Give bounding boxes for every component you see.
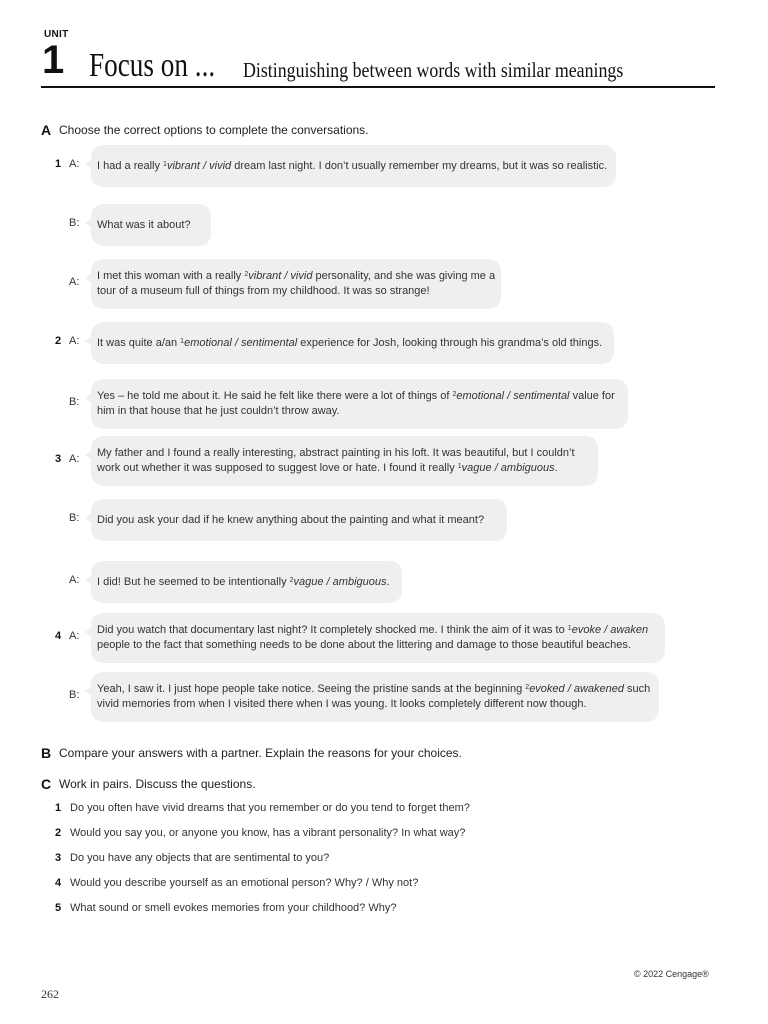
section-b-letter: B <box>41 745 52 761</box>
dialogue-text: vivid memories from when I visited there when I was young. It looks completely different now though. <box>97 698 587 710</box>
section-c-instruction: Work in pairs. Discuss the questions. <box>59 777 256 791</box>
gap-number: 1 <box>163 160 167 168</box>
speech-bubble <box>91 145 616 187</box>
conversation-number: 3 <box>55 453 62 465</box>
dialogue-line <box>97 389 618 404</box>
dialogue-text: dream last night. I don’t usually remember my dreams, but it was so realistic. <box>231 159 608 172</box>
speaker-label: A: <box>69 276 80 288</box>
gap-number: 2 <box>452 391 457 398</box>
word-choice-options: evoke / awaken <box>571 624 649 636</box>
speech-bubble <box>91 561 402 603</box>
dialogue-text: tour of a museum full of things from my childhood. It was so strange! <box>97 285 430 297</box>
gap-number: 1 <box>180 337 185 345</box>
dialogue-text: Did you watch that documentary last night? It completely shocked me. I think the aim of it was to <box>97 624 568 636</box>
speech-bubble <box>91 204 211 246</box>
section-b-instruction: Compare your answers with a partner. Explain the reasons for your choices. <box>59 746 462 760</box>
word-choice-options: emotional / sentimental <box>456 390 570 402</box>
dialogue-text: such <box>623 683 651 695</box>
dialogue-text: personality, and she was giving me a <box>312 270 496 282</box>
page-number: 262 <box>41 987 59 1001</box>
dialogue-text: . <box>386 575 390 588</box>
section-a-letter: A <box>41 122 52 138</box>
gap-number: 2 <box>244 271 249 278</box>
dialogue-text: It was quite a/an <box>97 336 181 349</box>
speaker-label: B: <box>69 512 80 524</box>
speaker-label: B: <box>69 396 80 408</box>
gap-number: 2 <box>289 576 294 584</box>
speech-bubble <box>91 499 507 541</box>
question-text: Do you have any objects that are sentimental to you? <box>70 852 330 864</box>
question-number: 2 <box>55 827 62 839</box>
dialogue-line <box>97 682 649 697</box>
question-number: 1 <box>55 802 62 814</box>
speaker-label: A: <box>69 453 80 465</box>
speaker-label: B: <box>69 217 80 229</box>
conversation-number: 4 <box>55 630 62 642</box>
speech-bubble <box>91 672 659 722</box>
dialogue-text: work out whether it was supposed to suggest love or hate. I found it really <box>97 462 458 474</box>
word-choice-options: vague / ambiguous <box>293 575 387 588</box>
speaker-label: A: <box>69 630 80 642</box>
dialogue-line <box>97 461 588 476</box>
gap-number: 2 <box>525 684 530 691</box>
page-title: Focus on ... <box>89 47 216 84</box>
speech-bubble <box>91 322 614 364</box>
speaker-label: A: <box>69 158 80 170</box>
speech-bubble <box>91 436 598 486</box>
speech-bubble <box>91 613 665 663</box>
dialogue-line <box>97 159 606 174</box>
dialogue-line <box>97 638 655 653</box>
title-divider <box>41 86 715 88</box>
dialogue-text: I had a really <box>97 159 164 172</box>
question-number: 5 <box>55 902 62 914</box>
dialogue-text: value for <box>569 390 615 402</box>
dialogue-line <box>97 218 201 233</box>
question-number: 3 <box>55 852 62 864</box>
dialogue-text: Did you ask your dad if he knew anything about the painting and what it meant? <box>97 513 485 526</box>
question-number: 4 <box>55 877 62 889</box>
word-choice-options: emotional / sentimental <box>184 336 298 349</box>
dialogue-line <box>97 623 655 638</box>
conversation-number: 2 <box>55 335 62 347</box>
speaker-label: A: <box>69 574 80 586</box>
question-text: Would you say you, or anyone you know, has a vibrant personality? In what way? <box>70 827 466 839</box>
word-choice-options: vibrant / vivid <box>166 159 232 172</box>
conversation-number: 1 <box>55 158 62 170</box>
copyright-notice: © 2022 Cengage® <box>634 969 709 979</box>
dialogue-text: I met this woman with a really <box>97 270 245 282</box>
dialogue-line <box>97 404 618 419</box>
speech-bubble <box>91 379 628 429</box>
dialogue-text: I did! But he seemed to be intentionally <box>97 575 290 588</box>
word-choice-options: evoked / awakened <box>529 683 624 695</box>
dialogue-line <box>97 575 392 590</box>
gap-number: 1 <box>567 625 572 632</box>
dialogue-text: What was it about? <box>97 218 191 231</box>
unit-label: UNIT <box>44 29 69 40</box>
dialogue-text: Yes – he told me about it. He said he felt like there were a lot of things of <box>97 390 453 402</box>
question-text: Would you describe yourself as an emotional person? Why? / Why not? <box>70 877 419 889</box>
dialogue-text: . <box>554 462 558 474</box>
question-text: Do you often have vivid dreams that you remember or do you tend to forget them? <box>70 802 470 814</box>
dialogue-text: experience for Josh, looking through his grandma’s old things. <box>297 336 603 349</box>
dialogue-line <box>97 513 497 528</box>
speaker-label: B: <box>69 689 80 701</box>
dialogue-line <box>97 336 604 351</box>
word-choice-options: vague / ambiguous <box>461 462 555 474</box>
dialogue-text: Yeah, I saw it. I just hope people take notice. Seeing the pristine sands at the beginning <box>97 683 526 695</box>
page-subtitle: Distinguishing between words with similar meanings <box>243 58 624 82</box>
dialogue-text: people to the fact that something needs to be done about the littering and damage to those beautiful beaches. <box>97 639 631 651</box>
dialogue-line <box>97 697 649 712</box>
section-a-instruction: Choose the correct options to complete the conversations. <box>59 123 369 137</box>
question-text: What sound or smell evokes memories from your childhood? Why? <box>70 902 397 914</box>
gap-number: 1 <box>457 463 462 470</box>
dialogue-line <box>97 284 491 299</box>
section-c-letter: C <box>41 776 52 792</box>
speaker-label: A: <box>69 335 80 347</box>
speech-bubble <box>91 259 501 309</box>
dialogue-text: My father and I found a really interesting, abstract painting in his loft. It was beautiful, but I couldn’t <box>97 447 575 459</box>
word-choice-options: vibrant / vivid <box>248 270 313 282</box>
dialogue-text: him in that house that he just couldn’t throw away. <box>97 405 340 417</box>
dialogue-line <box>97 269 496 284</box>
unit-number: 1 <box>42 38 65 82</box>
dialogue-line <box>97 446 588 461</box>
